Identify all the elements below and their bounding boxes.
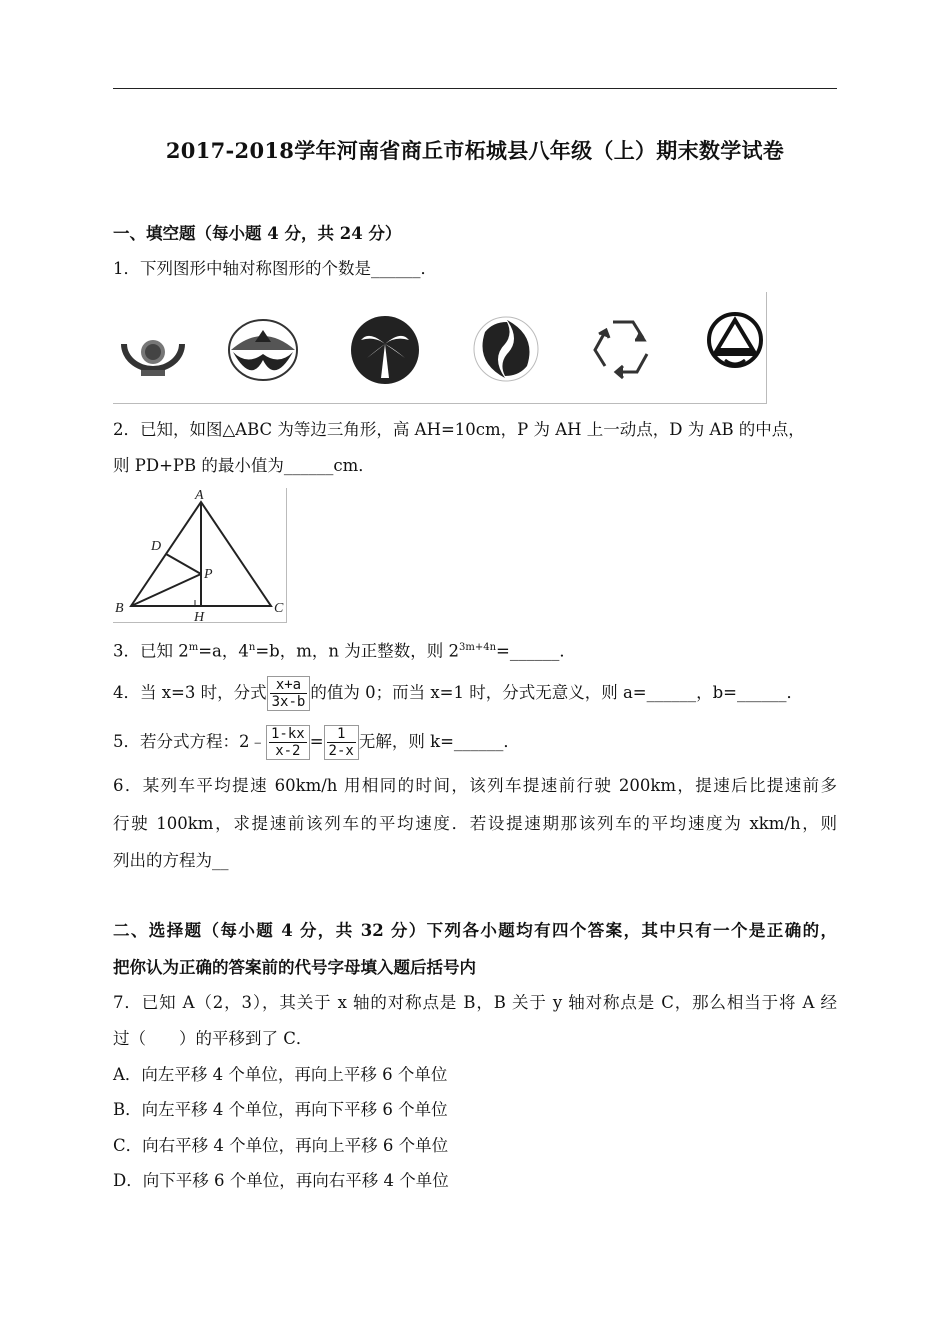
q3-part: = xyxy=(496,641,510,661)
q3-exp-n: n xyxy=(248,642,256,653)
q4-denominator: 3x-b xyxy=(271,694,306,710)
q2-unit: cm． xyxy=(333,456,375,475)
q3-part: ． xyxy=(559,641,576,661)
q3-part: =b，m，n 为正整数，则 2 xyxy=(255,641,460,661)
q4-numerator: x+a xyxy=(270,678,308,694)
q4-part: ，b= xyxy=(696,683,738,702)
question-6-line3 xyxy=(113,853,229,870)
question-3 xyxy=(113,643,576,660)
q2-blank: ______ xyxy=(283,456,334,475)
logo-palm-tree-icon xyxy=(351,316,419,384)
logo-sunrise-icon xyxy=(229,320,297,380)
q5-part: ． xyxy=(503,732,520,751)
q5-numerator-1: 1-kx xyxy=(271,726,305,742)
segment-pd xyxy=(166,554,201,574)
q6-blank: __ xyxy=(212,851,229,870)
q1-end: ． xyxy=(420,259,437,278)
q4-part: 的值为 0；而当 x=1 时，分式无意义，则 a= xyxy=(310,683,647,702)
q1-blank: ______ xyxy=(371,259,421,278)
label-b: B xyxy=(115,601,124,616)
q3-part: 3．已知 2 xyxy=(113,641,189,661)
header-rule xyxy=(113,88,837,89)
question-7-line1: 7．已知 A（2，3），其关于 x 轴的对称点是 B，B 关于 y 轴对称点是 C，那么相当于将 A 经 xyxy=(113,993,837,1012)
q5-denominator-2: 2-x xyxy=(328,743,354,759)
q2-figure xyxy=(113,488,287,623)
q6-text: 列出的方程为 xyxy=(113,851,212,870)
logo-mountain-icon xyxy=(709,314,761,366)
question-6-line1: 6．某列车平均提速 60km/h 用相同的时间，该列车提速前行驶 200km，提速后比提速前多 xyxy=(113,776,837,795)
q4-part: ． xyxy=(786,683,804,702)
label-a: A xyxy=(195,488,204,503)
q3-blank: ______ xyxy=(509,641,560,661)
q4-fraction xyxy=(267,676,311,711)
q5-numerator-2: 1 xyxy=(327,727,356,743)
question-6-line2: 行驶 100km，求提速前该列车的平均速度．若设提速期那该列车的平均速度为 xkm/h，则 xyxy=(113,814,837,833)
q1-logos xyxy=(113,292,766,403)
question-1 xyxy=(113,261,437,278)
q1-figure xyxy=(113,292,767,404)
section2-heading-line2: 把你认为正确的答案前的代号字母填入题后括号内 xyxy=(113,958,476,977)
q7-option-a: A．向左平移 4 个单位，再向上平移 6 个单位 xyxy=(113,1065,448,1084)
q5-blank: ______ xyxy=(453,732,504,751)
question-7-line2: 过（ ）的平移到了 C． xyxy=(113,1029,313,1048)
question-2-line1: 2．已知，如图△ABC 为等边三角形，高 AH=10cm，P 为 AH 上一动点，D 为 AB 的中点， xyxy=(113,420,805,439)
page-title: 2017-2018学年河南省商丘市柘城县八年级（上）期末数学试卷 xyxy=(165,138,785,163)
section2-heading-line1: 二、选择题（每小题 4 分，共 32 分）下列各小题均有四个答案，其中只有一个是正确的， xyxy=(113,921,837,940)
logo-recycle-icon xyxy=(595,322,647,378)
q7-option-c: C．向右平移 4 个单位，再向上平移 6 个单位 xyxy=(113,1136,449,1155)
label-p: P xyxy=(204,567,213,582)
q7-option-d: D．向下平移 6 个单位，再向右平移 4 个单位 xyxy=(113,1171,449,1190)
label-d: D xyxy=(151,539,162,554)
question-4 xyxy=(113,676,803,711)
logo-crescent-icon xyxy=(121,340,185,376)
q5-equals: = xyxy=(309,732,324,751)
q1-text: 1．下列图形中轴对称图形的个数是 xyxy=(113,259,371,278)
q4-blank-b: ______ xyxy=(737,683,787,702)
triangle-diagram xyxy=(113,488,286,622)
q3-part: =a，4 xyxy=(198,641,249,661)
q2-text: 则 PD+PB 的最小值为 xyxy=(113,456,284,475)
q7-option-b: B．向左平移 4 个单位，再向下平移 6 个单位 xyxy=(113,1100,448,1119)
question-2-line2 xyxy=(113,458,375,475)
q5-fraction-1 xyxy=(266,725,310,760)
question-5 xyxy=(113,725,520,760)
q4-blank-a: ______ xyxy=(646,683,697,702)
q5-part: 5．若分式方程：2﹣ xyxy=(113,732,266,751)
q4-part: 4．当 x=3 时，分式 xyxy=(113,683,267,702)
label-c: C xyxy=(274,601,284,616)
q3-exp-3m4n: 3m+4n xyxy=(459,642,497,653)
q5-part: 无解，则 k= xyxy=(358,732,454,751)
q3-exp-m: m xyxy=(188,642,199,653)
q5-denominator-1: x-2 xyxy=(275,743,301,759)
logo-swirl-icon xyxy=(474,317,538,381)
q5-fraction-2 xyxy=(324,725,359,760)
section1-heading: 一、填空题（每小题 4 分，共 24 分） xyxy=(113,224,402,243)
label-h: H xyxy=(194,610,205,622)
